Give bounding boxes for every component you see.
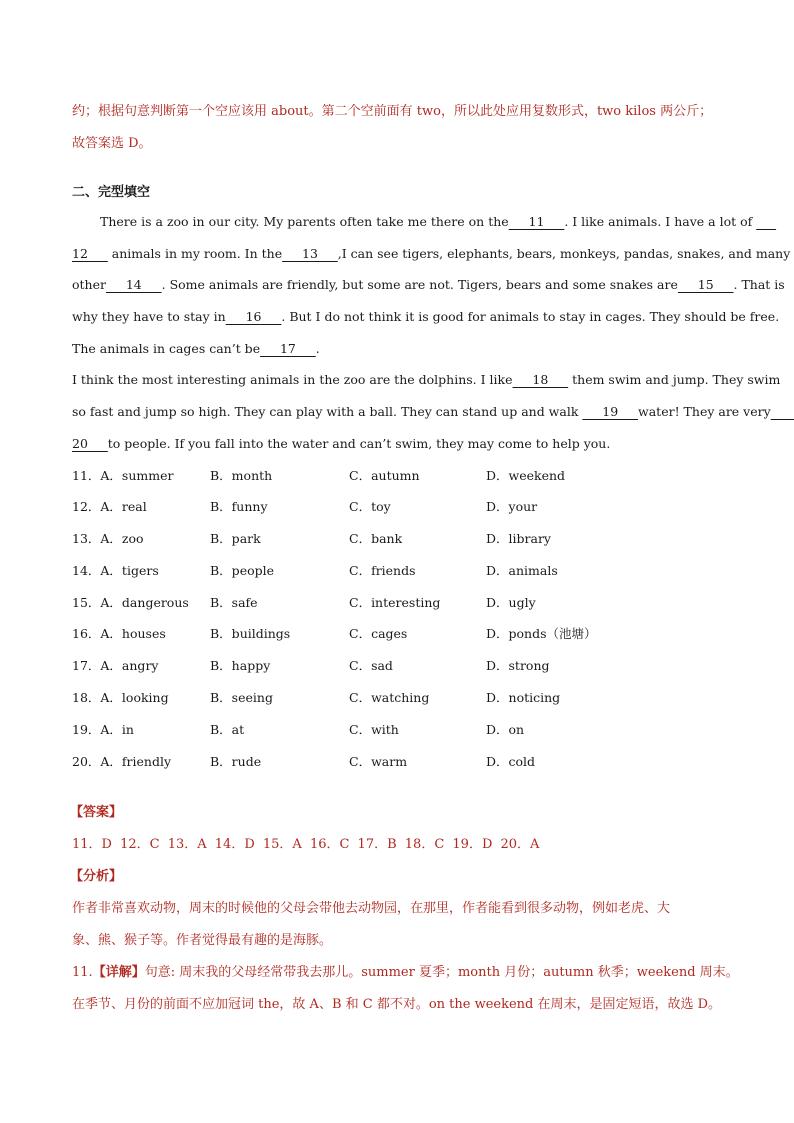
option-b: B．funny	[210, 499, 268, 515]
question-row-20	[72, 746, 732, 778]
option-c: C．bank	[349, 531, 403, 547]
blank-20-start	[771, 396, 794, 428]
analysis-line-4: 在季节、月份的前面不应加冠词 the，故 A、B 和 C 都不对。on the weekend 在周末，是固定短语，故选 D。	[72, 997, 722, 1013]
intro-line-1: 约；根据句意判断第一个空应该用 about。第二个空前面有 two，所以此处应用复数形式，two kilos 两公斤；	[72, 104, 713, 119]
passage-line: 20 to people. If you fall into the water and can’t swim, they may come to help you.	[72, 428, 732, 460]
option-d: D．cold	[486, 753, 536, 769]
answer-key: 11．D 12．C 13．A 14．D 15．A 16．C 17．B 18．C 19．D 20．A	[72, 837, 540, 853]
blank-16: 16	[225, 309, 282, 325]
option-d: D．ponds（池塘）	[486, 626, 597, 642]
option-b: B．buildings	[210, 626, 291, 642]
option-d: D．animals	[486, 562, 558, 578]
option-c: C．warm	[349, 753, 408, 769]
option-a: 17．A．angry	[72, 658, 159, 674]
options-list	[72, 460, 732, 778]
option-a: 14．A．tigers	[72, 562, 159, 578]
document-page	[70, 96, 791, 1021]
blank-17: 17	[260, 340, 316, 356]
option-a: 16．A．houses	[72, 626, 166, 642]
option-c: C．with	[349, 721, 399, 737]
analysis-heading: 【分析】	[70, 869, 123, 885]
passage-line: There is a zoo in our city. My parents often take me there on the 11 . I like animals. I have a lot of	[72, 206, 732, 238]
blank-15: 15	[677, 277, 734, 293]
question-row-12	[72, 491, 732, 523]
option-a: 12．A．real	[72, 499, 147, 515]
option-a: 15．A．dangerous	[72, 594, 189, 610]
question-row-14	[72, 555, 732, 587]
option-b: B．park	[210, 531, 261, 547]
question-row-18	[72, 682, 732, 714]
analysis-line-3	[72, 957, 739, 989]
option-a: 13．A．zoo	[72, 531, 144, 547]
question-row-13	[72, 523, 732, 555]
option-d: D．on	[486, 721, 525, 737]
option-c: C．interesting	[349, 594, 441, 610]
passage-line: I think the most interesting animals in the zoo are the dolphins. I like 18 them swim and jump. They swim	[72, 364, 732, 396]
option-a: 11．A．summer	[72, 467, 174, 483]
option-c: C．cages	[349, 626, 408, 642]
analysis-line-1: 作者非常喜欢动物，周末的时候他的父母会带他去动物园，在那里，作者能看到很多动物，例如老虎、大	[72, 901, 671, 917]
blank-14: 14	[105, 277, 162, 293]
detail-number: 11.	[72, 965, 93, 981]
detail-label: 【详解】	[92, 965, 145, 981]
option-d: D．weekend	[486, 467, 566, 483]
intro-line-2: 故答案选 D。	[72, 136, 152, 151]
option-a: 20．A．friendly	[72, 753, 172, 769]
option-d: D．strong	[486, 658, 550, 674]
passage-line: other 14 . Some animals are friendly, but some are not. Tigers, bears and some snakes are 15 . That is	[72, 269, 732, 301]
question-row-19	[72, 714, 732, 746]
passage-line: why they have to stay in 16 . But I do not think it is good for animals to stay in cages. They should be free.	[72, 301, 732, 333]
option-b: B．people	[210, 562, 275, 578]
option-c: C．sad	[349, 658, 393, 674]
answer-heading: 【答案】	[70, 805, 123, 821]
passage-line: 12 animals in my room. In the 13 ,I can see tigers, elephants, bears, monkeys, pandas, snakes, and many	[72, 238, 732, 270]
option-d: D．ugly	[486, 594, 536, 610]
option-c: C．autumn	[349, 467, 420, 483]
option-d: D．your	[486, 499, 538, 515]
option-a: 19．A．in	[72, 721, 134, 737]
question-row-16	[72, 618, 732, 650]
option-c: C．watching	[349, 690, 430, 706]
option-b: B．month	[210, 467, 273, 483]
blank-13: 13	[282, 245, 338, 261]
option-c: C．friends	[349, 562, 416, 578]
question-row-17	[72, 650, 732, 682]
option-b: B．safe	[210, 594, 258, 610]
option-b: B．at	[210, 721, 245, 737]
question-row-15	[72, 587, 732, 619]
option-b: B．seeing	[210, 690, 273, 706]
option-b: B．happy	[210, 658, 271, 674]
detail-text: 句意: 周末我的父母经常带我去那儿。summer 夏季；month 月份；autumn 秋季；weekend 周末。	[144, 965, 739, 981]
section-title: 二、完型填空	[72, 185, 151, 200]
option-a: 18．A．looking	[72, 690, 169, 706]
option-c: C．toy	[349, 499, 391, 515]
blank-12-start	[756, 206, 776, 238]
option-b: B．rude	[210, 753, 262, 769]
blank-12: 12	[72, 245, 108, 261]
blank-19: 19	[582, 404, 639, 420]
blank-11: 11	[508, 214, 565, 229]
passage-line: so fast and jump so high. They can play with a ball. They can stand up and walk 19 water! They are very	[72, 396, 732, 428]
blank-18: 18	[512, 372, 569, 388]
passage-line: The animals in cages can’t be 17 .	[72, 333, 732, 365]
option-d: D．noticing	[486, 690, 561, 706]
analysis-line-2: 象、熊、猴子等。作者觉得最有趣的是海豚。	[72, 933, 333, 949]
option-d: D．library	[486, 531, 551, 547]
passage	[72, 206, 791, 460]
question-row-11	[72, 460, 732, 492]
blank-20: 20	[72, 435, 108, 451]
